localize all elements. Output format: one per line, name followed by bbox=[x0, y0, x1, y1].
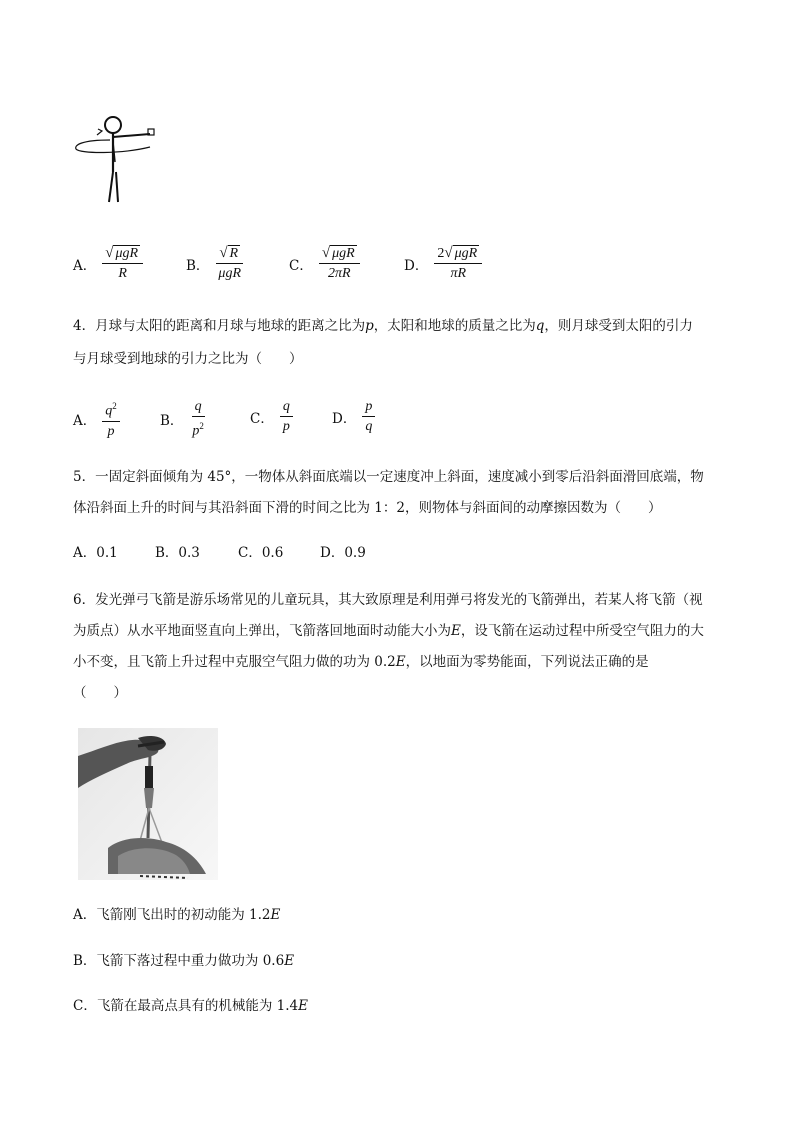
slingshot-arrow-photo bbox=[78, 728, 218, 880]
q3-option-a: A． √ μgR R bbox=[73, 245, 145, 282]
q6-stem-line1: 6．发光弹弓飞箭是游乐场常见的儿童玩具，其大致原理是利用弹弓将发光的飞箭弹出，若某人将飞箭（视 bbox=[73, 592, 703, 608]
q5-option-d: D．0.9 bbox=[320, 545, 366, 561]
q4-option-a: A． $\frac{q^2}{p}$ bbox=[73, 398, 122, 440]
q4-stem-line2: 与月球受到地球的引力之比为（ ） bbox=[73, 351, 303, 367]
q6-option-b: B．飞箭下落过程中重力做功为 0.6E bbox=[73, 953, 295, 969]
q4-option-c: C． $\frac{q}{p}$ bbox=[250, 398, 295, 435]
q3-option-c: C． √ μgR 2πR bbox=[289, 245, 362, 282]
q3-option-d: D． 2 √ μgR πR bbox=[404, 245, 484, 282]
q6-stem-line3: 小不变，且飞箭上升过程中克服空气阻力做的功为 0.2E，以地面为零势能面，下列说法正确的是 bbox=[73, 654, 649, 670]
rotating-person-figure bbox=[72, 112, 164, 206]
q6-stem-line4: （ ） bbox=[73, 685, 127, 701]
q5-option-b: B．0.3 bbox=[155, 545, 200, 561]
q6-option-a: A．飞箭刚飞出时的初动能为 1.2E bbox=[73, 907, 281, 923]
q6-option-c: C．飞箭在最高点具有的机械能为 1.4E bbox=[73, 998, 308, 1014]
q5-stem-line2: 体沿斜面上升的时间与其沿斜面下滑的时间之比为 1：2，则物体与斜面间的动摩擦因数为（ ） bbox=[73, 500, 662, 516]
q5-option-a: A．0.1 bbox=[73, 545, 118, 561]
q3-option-b: B． √ R μgR bbox=[186, 245, 246, 282]
q4-option-b: B． $\frac{q}{p^2}$ bbox=[160, 399, 204, 439]
q6-stem-line2: 为质点）从水平地面竖直向上弹出，飞箭落回地面时动能大小为E，设飞箭在运动过程中所受空气阻力的大 bbox=[73, 623, 704, 639]
q5-stem-line1: 5．一固定斜面倾角为 45°，一物体从斜面底端以一定速度冲上斜面，速度减小到零后沿斜面滑回底端，物 bbox=[73, 469, 704, 485]
q4-option-d: D． $\frac{p}{q}$ bbox=[332, 398, 377, 435]
q5-option-c: C．0.6 bbox=[238, 545, 284, 561]
q4-stem-line1: 4．月球与太阳的距离和月球与地球的距离之比为p，太阳和地球的质量之比为q，则月球受到太阳的引力 bbox=[73, 318, 693, 334]
